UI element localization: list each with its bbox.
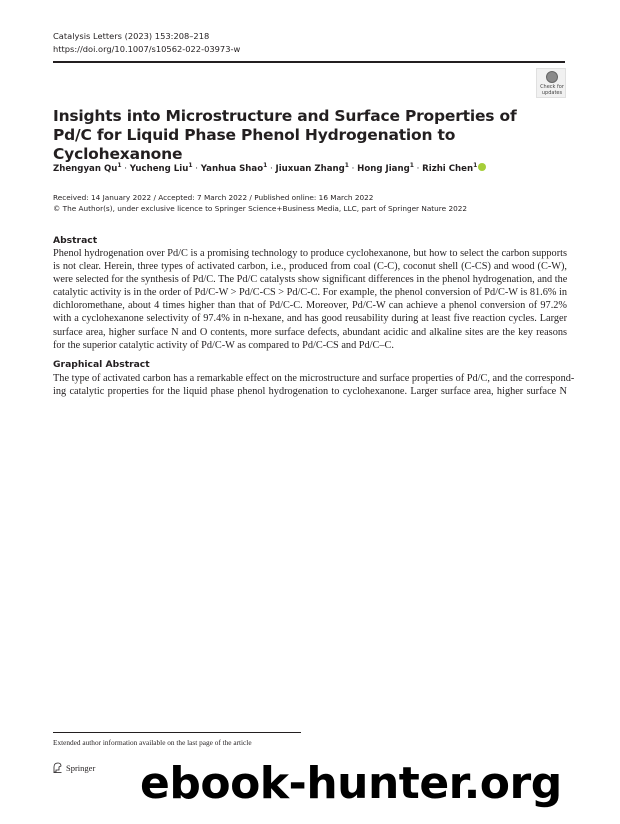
history-dates: Received: 14 January 2022 / Accepted: 7 March 2022 / Published online: 16 March 2022	[53, 193, 374, 202]
text-line: for the superior catalytic activity of Pd/C-W as compared to Pd/C-CS and Pd/C–C.	[53, 339, 394, 351]
author-name[interactable]: Hong Jiang$^1$	[357, 162, 414, 174]
watermark: ebook-hunter.org	[140, 758, 562, 809]
text-line: surface area, higher surface N and O contents, more surface defects, abundant acidic and alkaline sites are the key reasons	[53, 326, 567, 338]
affiliation-marker: 1	[117, 162, 122, 169]
text-line: is not clear. Herein, three types of activated carbon, i.e., produced from coal (C-C), coconut shell (C-CS) and wood (C-W),	[53, 261, 567, 273]
affiliation-marker: 1	[188, 162, 193, 169]
text-line: catalytic activity is in the order of Pd/C-W > Pd/C-CS > Pd/C-C. For example, the phenol conversion of Pd/C-W is 81.6% in	[53, 287, 568, 299]
author-list	[53, 162, 486, 174]
affiliation-marker: 1	[409, 162, 414, 169]
copyright-notice: © The Author(s), under exclusive licence to Springer Science+Business Media, LLC, part of Springer Nature 2022	[53, 203, 468, 213]
footnote-divider	[53, 732, 301, 733]
publication-dates	[53, 193, 467, 214]
affiliation-marker: 1	[344, 162, 349, 169]
check-for-updates-badge[interactable]	[536, 68, 566, 98]
author-separator: ·	[121, 163, 130, 174]
author-name[interactable]: Yucheng Liu$^1$	[129, 162, 193, 174]
abstract-text	[53, 247, 567, 352]
author-name[interactable]: Jiuxuan Zhang$^1$	[275, 162, 349, 174]
text-line: The type of activated carbon has a remarkable effect on the microstructure and surface properties of Pd/C, and the correspond-	[53, 373, 575, 384]
abstract-heading: Abstract	[53, 235, 98, 246]
text-line: were selected for the synthesis of Pd/C. The Pd/C catalysts show significant differences in the phenol hydrogenation, and the	[53, 274, 568, 286]
author-name[interactable]: Rizhi Chen$^1$	[422, 162, 478, 174]
text-line: Phenol hydrogenation over Pd/C is a promising technology to produce cyclohexanone, but how to select the carbon supports	[53, 248, 567, 259]
author-name[interactable]: Yanhua Shao$^1$	[200, 162, 268, 174]
author-name[interactable]: Zhengyan Qu$^1$	[53, 162, 122, 174]
journal-citation: Catalysis Letters (2023) 153:208–218	[53, 31, 210, 41]
affiliation-marker: 1	[473, 162, 478, 169]
text-line: with a cyclohexanone selectivity of 97.4% in n-hexane, and has good reusability during at least five reaction cycles. Larger	[53, 313, 567, 325]
orcid-icon[interactable]	[478, 163, 486, 171]
publisher-name: Springer	[66, 762, 96, 773]
article-title: Insights into Microstructure and Surface Properties of Pd/C for Liquid Phase Phenol Hydrogenation to Cyclohexanone	[53, 107, 517, 163]
affiliation-marker: 1	[263, 162, 268, 169]
header-divider	[53, 61, 565, 63]
doi-link[interactable]: https://doi.org/10.1007/s10562-022-03973-w	[53, 44, 241, 54]
author-separator: ·	[267, 163, 276, 174]
crossmark-icon	[546, 71, 558, 83]
springer-horse-icon	[53, 762, 62, 773]
text-line: dichloromethane, about 4 times higher than that of Pd/C-C. Moreover, Pd/C-W can achieve a phenol conversion of 97.2%	[53, 300, 567, 312]
author-separator: ·	[348, 163, 358, 174]
author-separator: ·	[192, 163, 201, 174]
graphical-abstract-text	[53, 372, 575, 398]
text-line: ing catalytic properties for the liquid phase phenol hydrogenation to cyclohexanone. Larger surface area, higher surface N	[53, 386, 567, 398]
crossmark-label: Check for updates	[540, 84, 564, 96]
graphical-abstract-heading: Graphical Abstract	[53, 359, 150, 370]
author-separator: ·	[413, 163, 423, 174]
publisher-logo	[53, 762, 95, 773]
footnote: Extended author information available on the last page of the article	[53, 738, 252, 747]
journal-info	[53, 30, 240, 56]
